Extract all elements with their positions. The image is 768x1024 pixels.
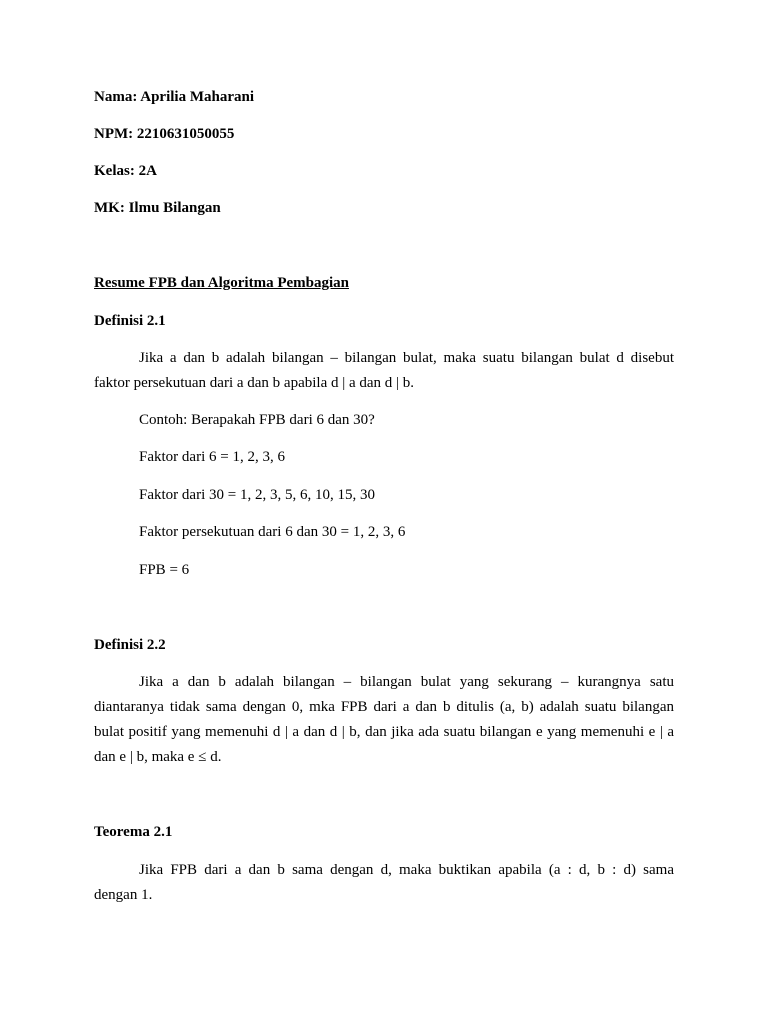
example-question: Contoh: Berapakah FPB dari 6 dan 30? [139, 412, 375, 428]
definition-2-2-text-line-2: diantaranya tidak sama dengan 0, mka FPB dari a dan b ditulis (a, b) adalah suatu bilangan [94, 699, 674, 715]
document-title: Resume FPB dan Algoritma Pembagian [94, 275, 349, 291]
theorem-2-1-text-line-1: Jika FPB dari a dan b sama dengan d, maka buktikan apabila (a : d, b : d) sama [139, 862, 674, 878]
course-name: MK: Ilmu Bilangan [94, 200, 221, 216]
definition-2-2-text-line-1: Jika a dan b adalah bilangan – bilangan bulat yang sekurang – kurangnya satu [139, 674, 674, 690]
definition-2-1-heading: Definisi 2.1 [94, 313, 166, 329]
theorem-2-1-heading: Teorema 2.1 [94, 824, 173, 840]
student-class: Kelas: 2A [94, 163, 157, 179]
common-factors: Faktor persekutuan dari 6 dan 30 = 1, 2, 3, 6 [139, 524, 406, 540]
factors-of-6: Faktor dari 6 = 1, 2, 3, 6 [139, 449, 285, 465]
definition-2-1-text-line-2: faktor persekutuan dari a dan b apabila d | a dan d | b. [94, 375, 415, 391]
fpb-result: FPB = 6 [139, 562, 190, 578]
student-npm: NPM: 2210631050055 [94, 126, 235, 142]
factors-of-30: Faktor dari 30 = 1, 2, 3, 5, 6, 10, 15, 30 [139, 487, 375, 503]
theorem-2-1-text-line-2: dengan 1. [94, 887, 153, 903]
definition-2-2-text-line-4: dan e | b, maka e ≤ d. [94, 749, 222, 765]
definition-2-2-text-line-3: bulat positif yang memenuhi d | a dan d | b, dan jika ada suatu bilangan e yang memenuhi e | a [94, 724, 674, 740]
definition-2-2-heading: Definisi 2.2 [94, 637, 166, 653]
student-name: Nama: Aprilia Maharani [94, 89, 254, 105]
definition-2-1-text-line-1: Jika a dan b adalah bilangan – bilangan bulat, maka suatu bilangan bulat d disebut [139, 350, 674, 366]
